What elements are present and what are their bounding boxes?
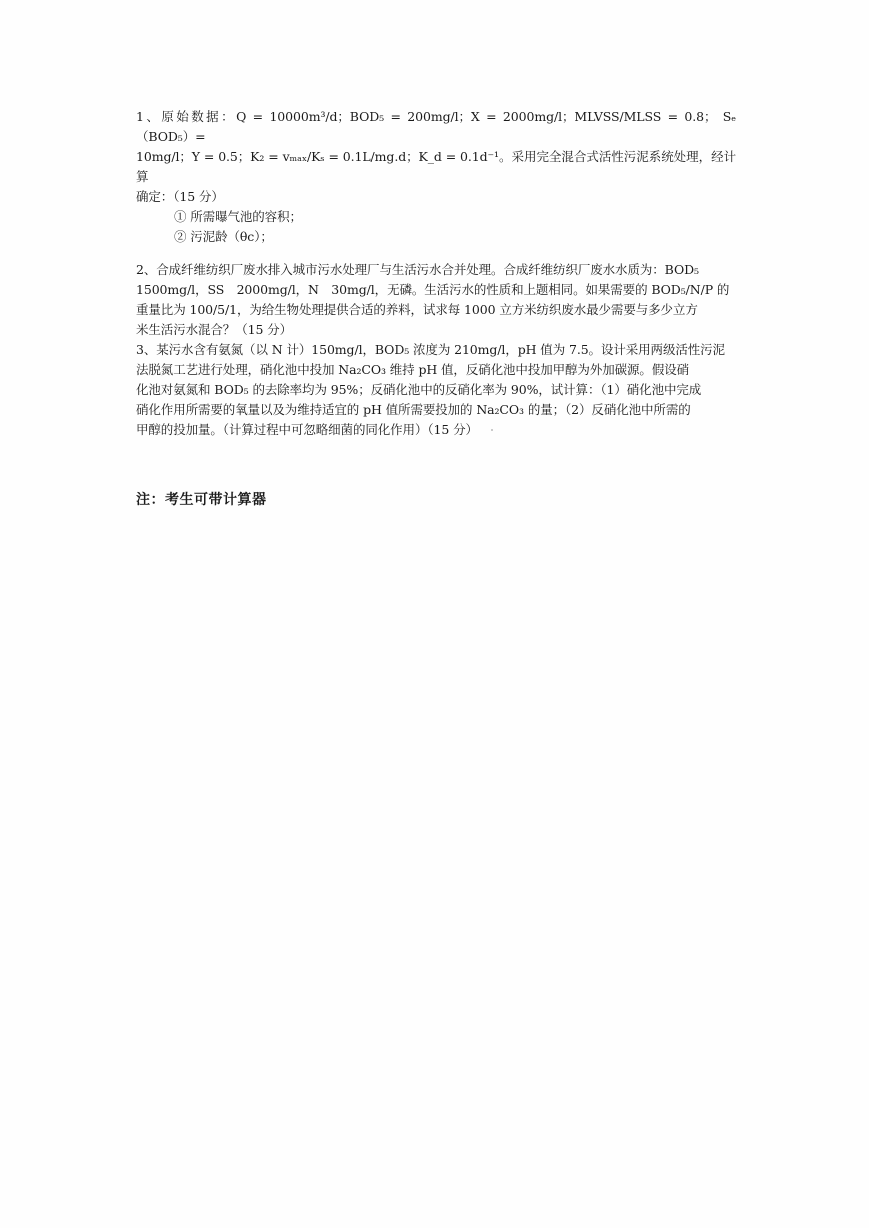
q2-line-3: 重量比为 100/5/1，为给生物处理提供合适的养料，试求每 1000 立方米纺织废水最少需要与多少立方 — [136, 302, 698, 317]
q3-line-5: 甲醇的投加量。（计算过程中可忽略细菌的同化作用）（15 分） — [136, 422, 478, 437]
q3-line-4: 硝化作用所需要的氧量以及为维持适宜的 pH 值所需要投加的 Na₂CO₃ 的量；（2）反硝化池中所需的 — [136, 402, 691, 417]
spacer — [136, 247, 736, 260]
q3-line-2: 法脱氮工艺进行处理，硝化池中投加 Na₂CO₃ 维持 pH 值，反硝化池中投加甲醇为外加碳源。假设硝 — [136, 362, 690, 377]
question-3 — [136, 340, 736, 440]
q3-line-1: 3、某污水含有氨氮（以 N 计）150mg/l，BOD₅ 浓度为 210mg/l，pH 值为 7.5。设计采用两级活性污泥 — [136, 342, 725, 357]
q1-line-1: 1、原始数据：Q = 10000m³/d；BOD₅ = 200mg/l；X = 2000mg/l；MLVSS/MLSS = 0.8； Sₑ（BOD₅）= — [136, 109, 736, 144]
q1-item-1: ① 所需曝气池的容积； — [174, 209, 302, 224]
scan-speck — [491, 429, 493, 431]
q2-line-1: 2、合成纤维纺织厂废水排入城市污水处理厂与生活污水合并处理。合成纤维纺织厂废水水质为：BOD₅ — [136, 262, 699, 277]
question-2 — [136, 260, 736, 340]
calculator-note: 注：考生可带计算器 — [136, 492, 267, 508]
q3-line-3: 化池对氨氮和 BOD₅ 的去除率均为 95%；反硝化池中的反硝化率为 90%，试计算：（1）硝化池中完成 — [136, 382, 702, 397]
questions-block — [136, 107, 736, 440]
q1-item-2: ② 污泥龄（θc）； — [174, 229, 273, 244]
q2-line-4: 米生活污水混合？（15 分） — [136, 322, 292, 337]
q1-line-3: 确定：（15 分） — [136, 189, 224, 204]
q2-line-2: 1500mg/l，SS 2000mg/l，N 30mg/l，无磷。生活污水的性质和上题相同。如果需要的 BOD₅/N/P 的 — [136, 282, 730, 297]
question-1 — [136, 107, 736, 247]
q1-line-2: 10mg/l；Y = 0.5；K₂ = vₘₐₓ/Kₛ = 0.1L/mg.d；K_d = 0.1d⁻¹。采用完全混合式活性污泥系统处理，经计算 — [136, 149, 736, 184]
